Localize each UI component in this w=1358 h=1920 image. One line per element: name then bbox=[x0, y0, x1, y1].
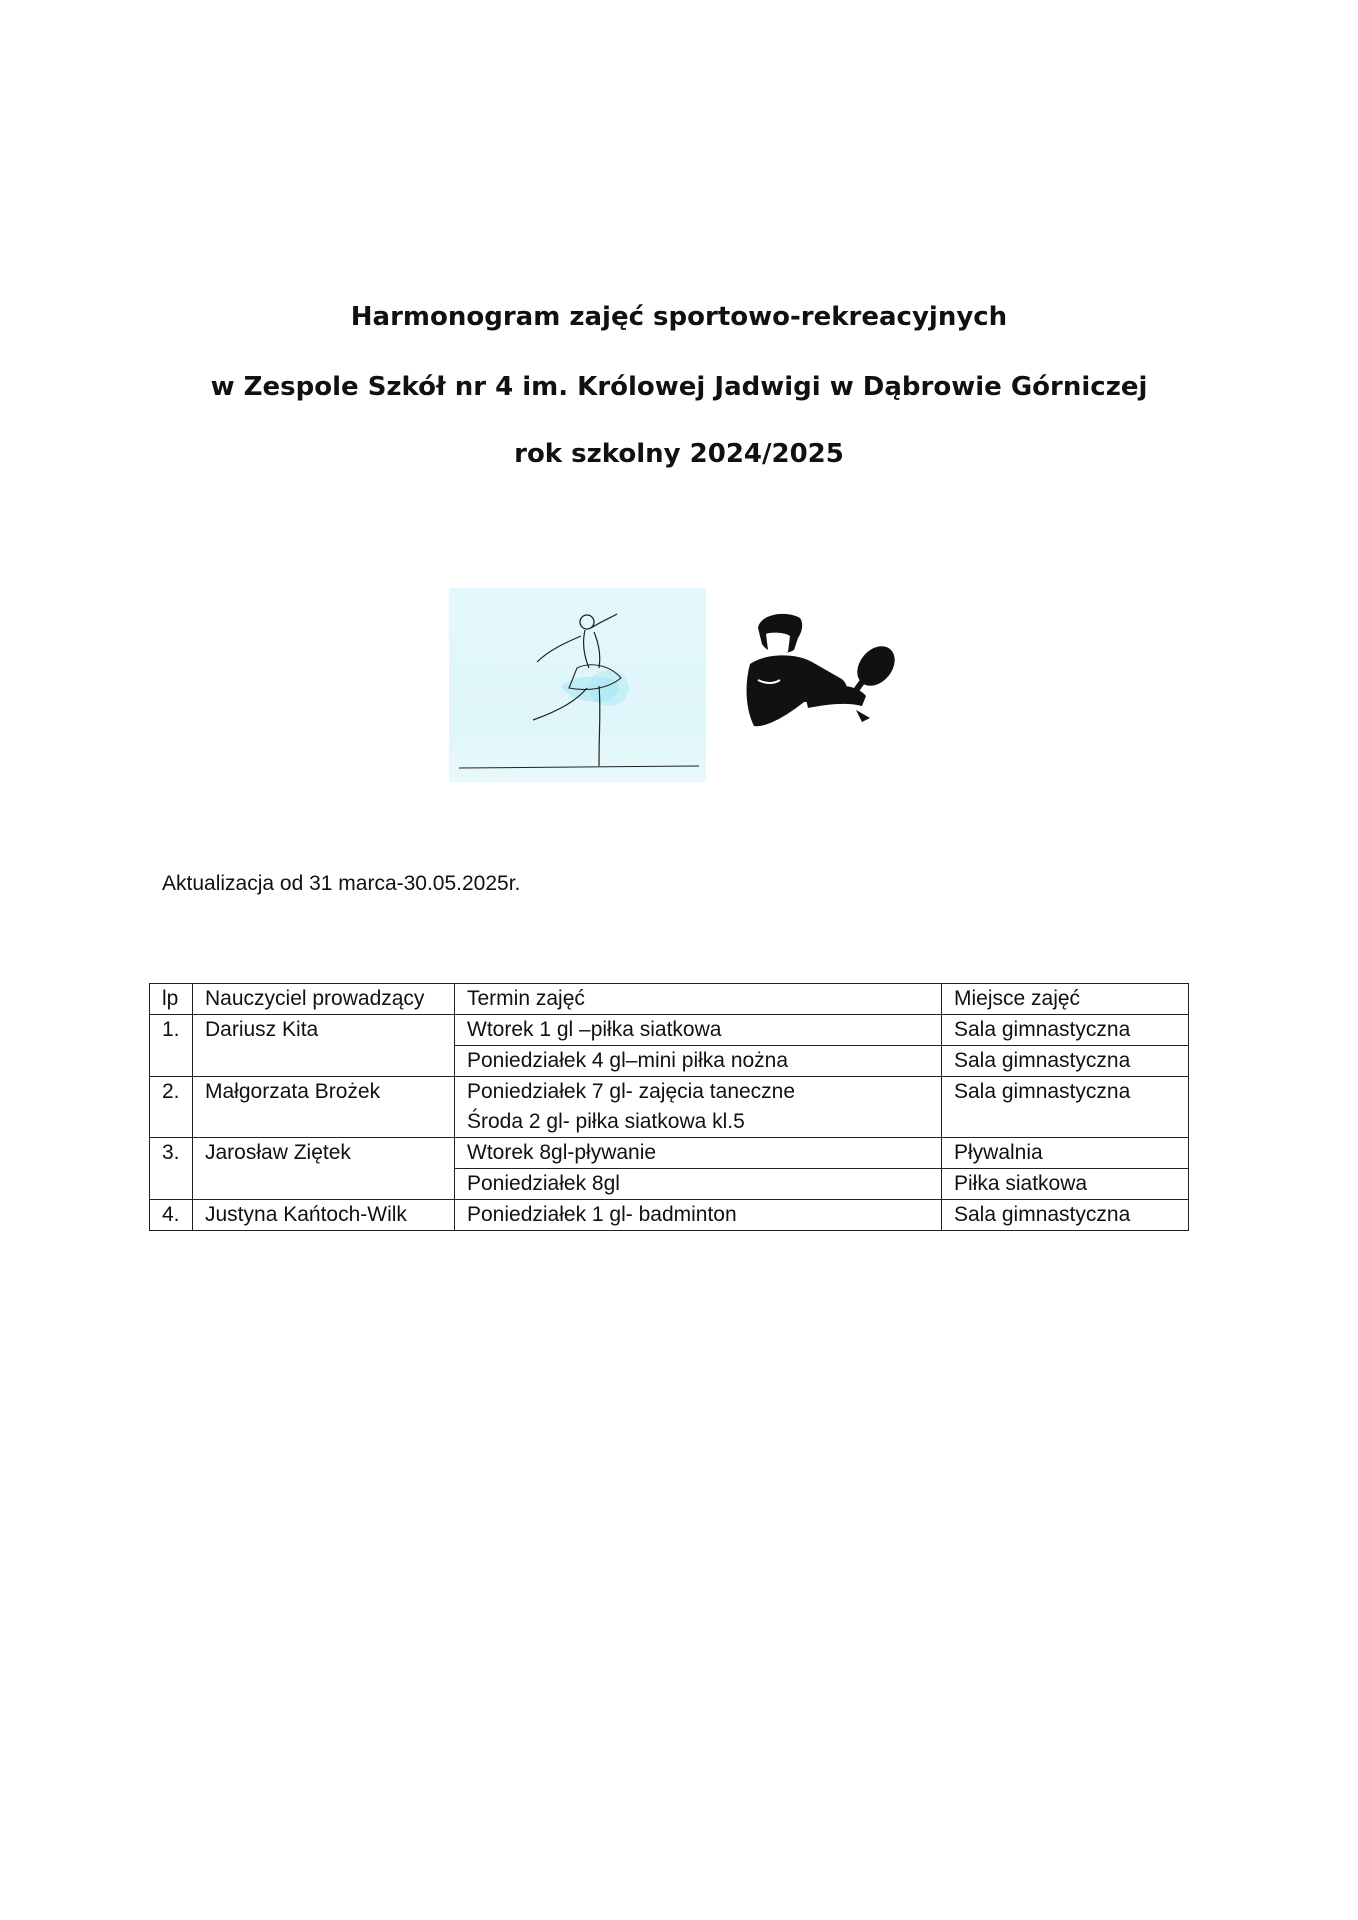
table-tennis-player-icon bbox=[744, 610, 900, 740]
table-row bbox=[150, 1015, 1189, 1046]
table-tennis-player-illustration bbox=[744, 610, 900, 740]
place-cell: Sala gimnastyczna bbox=[942, 1077, 1189, 1138]
row-number: 3. bbox=[150, 1138, 193, 1200]
term-cell bbox=[455, 1077, 942, 1138]
teacher-name: Jarosław Ziętek bbox=[193, 1138, 455, 1200]
place-cell: Sala gimnastyczna bbox=[942, 1200, 1189, 1231]
column-header-lp: lp bbox=[150, 984, 193, 1015]
column-header-term: Termin zajęć bbox=[455, 984, 942, 1015]
teacher-name: Justyna Kańtoch-Wilk bbox=[193, 1200, 455, 1231]
dancer-icon bbox=[449, 588, 706, 782]
schedule-table bbox=[149, 983, 1189, 1231]
term-line: Poniedziałek 7 gl- zajęcia taneczne bbox=[467, 1080, 796, 1103]
title-line-3: rok szkolny 2024/2025 bbox=[514, 439, 844, 469]
row-number: 1. bbox=[150, 1015, 193, 1077]
term-cell: Poniedziałek 1 gl- badminton bbox=[455, 1200, 942, 1231]
term-cell: Poniedziałek 8gl bbox=[455, 1169, 942, 1200]
term-cell: Wtorek 8gl-pływanie bbox=[455, 1138, 942, 1169]
row-number: 2. bbox=[150, 1077, 193, 1138]
table-header-row bbox=[150, 984, 1189, 1015]
row-number: 4. bbox=[150, 1200, 193, 1231]
term-line: Środa 2 gl- piłka siatkowa kl.5 bbox=[467, 1110, 745, 1133]
table-row bbox=[150, 1077, 1189, 1138]
table-row bbox=[150, 1200, 1189, 1231]
title-line-2: w Zespole Szkół nr 4 im. Królowej Jadwigi w Dąbrowie Górniczej bbox=[210, 372, 1148, 402]
column-header-place: Miejsce zajęć bbox=[942, 984, 1189, 1015]
title-line-1: Harmonogram zajęć sportowo-rekreacyjnych bbox=[350, 302, 1008, 332]
place-cell: Pływalnia bbox=[942, 1138, 1189, 1169]
update-note: Aktualizacja od 31 marca-30.05.2025r. bbox=[162, 872, 521, 895]
column-header-teacher: Nauczyciel prowadzący bbox=[193, 984, 455, 1015]
dancer-illustration bbox=[449, 588, 706, 782]
term-cell: Poniedziałek 4 gl–mini piłka nożna bbox=[455, 1046, 942, 1077]
place-cell: Piłka siatkowa bbox=[942, 1169, 1189, 1200]
table-row bbox=[150, 1138, 1189, 1169]
place-cell: Sala gimnastyczna bbox=[942, 1046, 1189, 1077]
teacher-name: Dariusz Kita bbox=[193, 1015, 455, 1077]
teacher-name: Małgorzata Brożek bbox=[193, 1077, 455, 1138]
place-cell: Sala gimnastyczna bbox=[942, 1015, 1189, 1046]
term-cell: Wtorek 1 gl –piłka siatkowa bbox=[455, 1015, 942, 1046]
